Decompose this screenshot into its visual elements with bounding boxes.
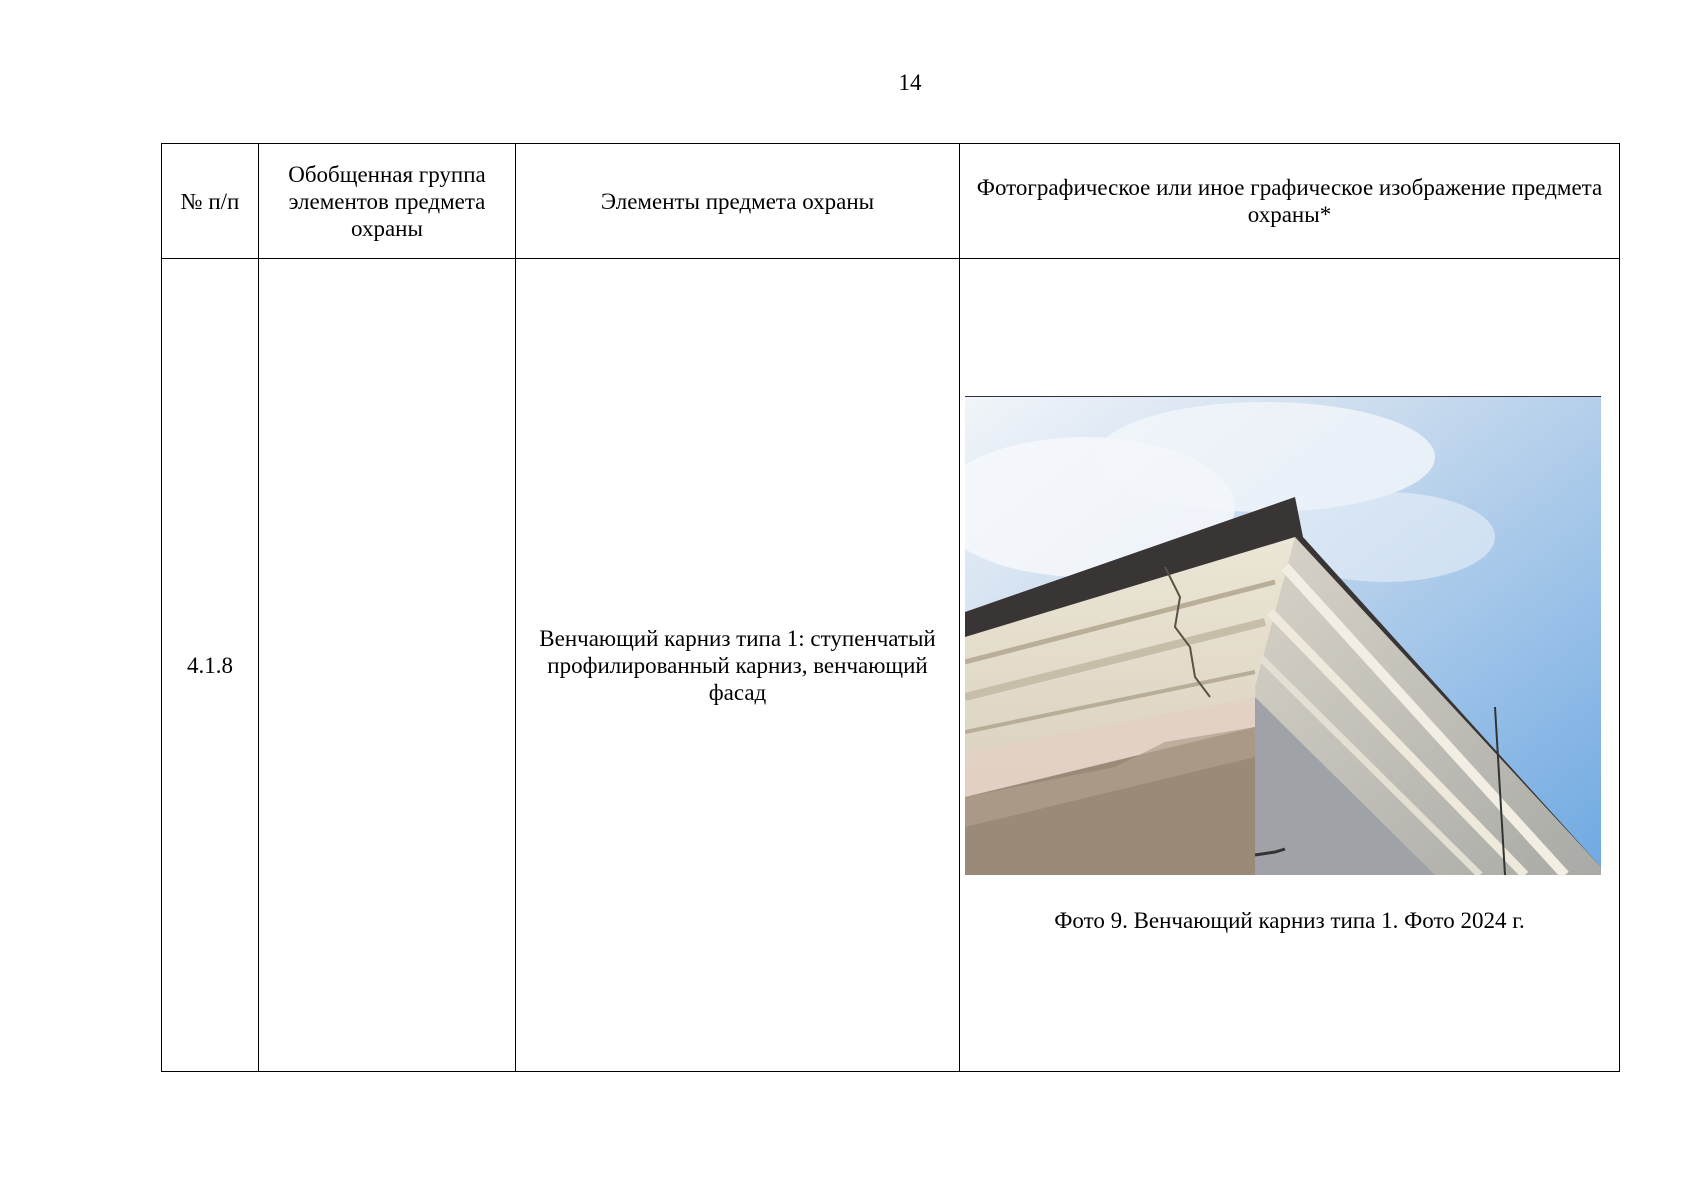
- header-photo: Фотографическое или иное графическое изображение предмета охраны*: [960, 144, 1620, 259]
- photo-caption: Фото 9. Венчающий карниз типа 1. Фото 2024 г.: [1054, 908, 1525, 933]
- page-number: 14: [898, 70, 922, 95]
- row-num: 4.1.8: [162, 259, 259, 1072]
- cornice-photo: [965, 396, 1601, 875]
- header-elements: Элементы предмета охраны: [516, 144, 960, 259]
- protection-elements-table: [161, 143, 1620, 1072]
- table-row: [162, 259, 1620, 1072]
- row-group: [259, 259, 516, 1072]
- row-elements: Венчающий карниз типа 1: ступенчатый профилированный карниз, венчающий фасад: [516, 259, 960, 1072]
- header-group: Обобщенная группа элементов предмета охраны: [259, 144, 516, 259]
- row-photo-cell: [960, 259, 1620, 1072]
- table-header-row: [162, 144, 1620, 259]
- header-num: № п/п: [162, 144, 259, 259]
